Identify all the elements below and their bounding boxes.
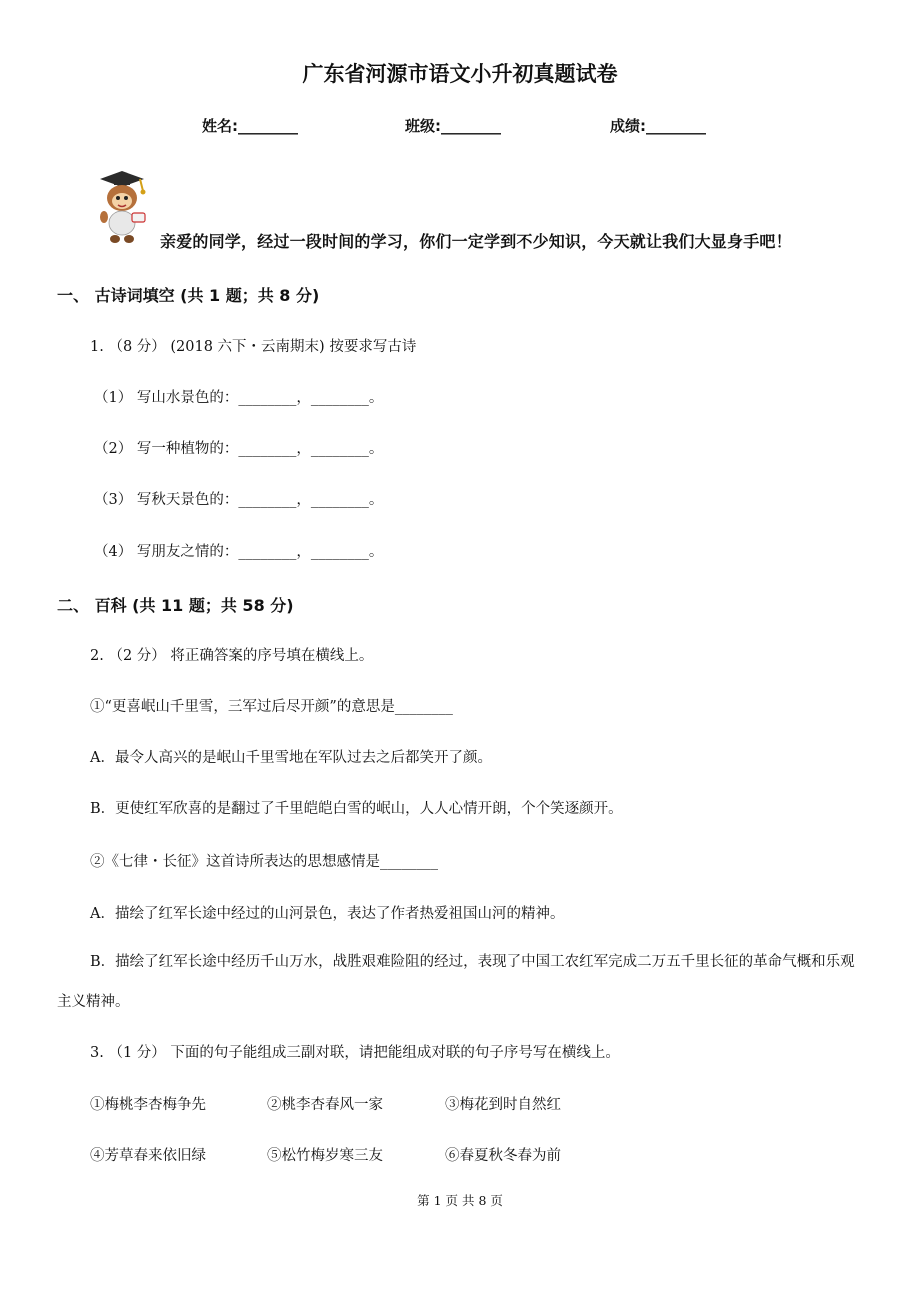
student-mascot-illustration [88, 165, 152, 249]
question-2-sub1-option-b: B．更使红军欣喜的是翻过了千里皑皑白雪的岷山，人人心情开朗，个个笑逐颜开。 [90, 801, 623, 817]
couplet-option: ③梅花到时自然红 [445, 1097, 561, 1113]
score-field: 成绩:________ [610, 117, 706, 135]
couplet-option: ②桃李杏春风一家 [267, 1097, 383, 1113]
page-footer: 第 1 页 共 8 页 [417, 1193, 503, 1208]
question-2-sub2: ②《七律・长征》这首诗所表达的思想感情是________ [90, 854, 438, 870]
question-2-sub1: ①“更喜岷山千里雪，三军过后尽开颜”的意思是________ [90, 699, 453, 715]
question-3-stem: 3. （1 分） 下面的句子能组成三副对联，请把能组成对联的句子序号写在横线上。 [90, 1045, 620, 1061]
question-1-stem: 1. （8 分） (2018 六下・云南期末) 按要求写古诗 [90, 339, 417, 355]
couplet-option: ⑤松竹梅岁寒三友 [267, 1148, 383, 1164]
couplet-option: ①梅桃李杏梅争先 [90, 1097, 206, 1113]
name-field: 姓名:________ [202, 117, 298, 135]
couplet-option: ⑥春夏秋冬春为前 [445, 1148, 561, 1164]
question-1-item: （3） 写秋天景色的：________，________。 [94, 492, 384, 508]
question-1-item: （2） 写一种植物的：________，________。 [94, 441, 384, 457]
section-1-heading: 一、 古诗词填空 (共 1 题；共 8 分) [57, 286, 320, 305]
question-1-item: （4） 写朋友之情的：________，________。 [94, 544, 384, 560]
question-2-sub1-option-a: A．最令人高兴的是岷山千里雪地在军队过去之后都笑开了颜。 [90, 750, 492, 766]
class-field: 班级:________ [405, 117, 501, 135]
couplet-option: ④芳草春来依旧绿 [90, 1148, 206, 1164]
question-1-item: （1） 写山水景色的：________，________。 [94, 390, 384, 406]
question-2-sub2-option-b: B．描绘了红军长途中经历千山万水，战胜艰难险阻的经过，表现了中国工农红军完成二万五千里长征的革命气概和乐观主义精神。 [57, 954, 855, 1010]
page-title: 广东省河源市语文小升初真题试卷 [302, 62, 618, 86]
question-2-stem: 2. （2 分） 将正确答案的序号填在横线上。 [90, 648, 374, 664]
question-2-sub2-option-a: A．描绘了红军长途中经过的山河景色，表达了作者热爱祖国山河的精神。 [90, 906, 565, 922]
greeting-text: 亲爱的同学，经过一段时间的学习，你们一定学到不少知识，今天就让我们大显身手吧！ [160, 232, 792, 251]
section-2-heading: 二、 百科 (共 11 题；共 58 分) [57, 596, 294, 615]
